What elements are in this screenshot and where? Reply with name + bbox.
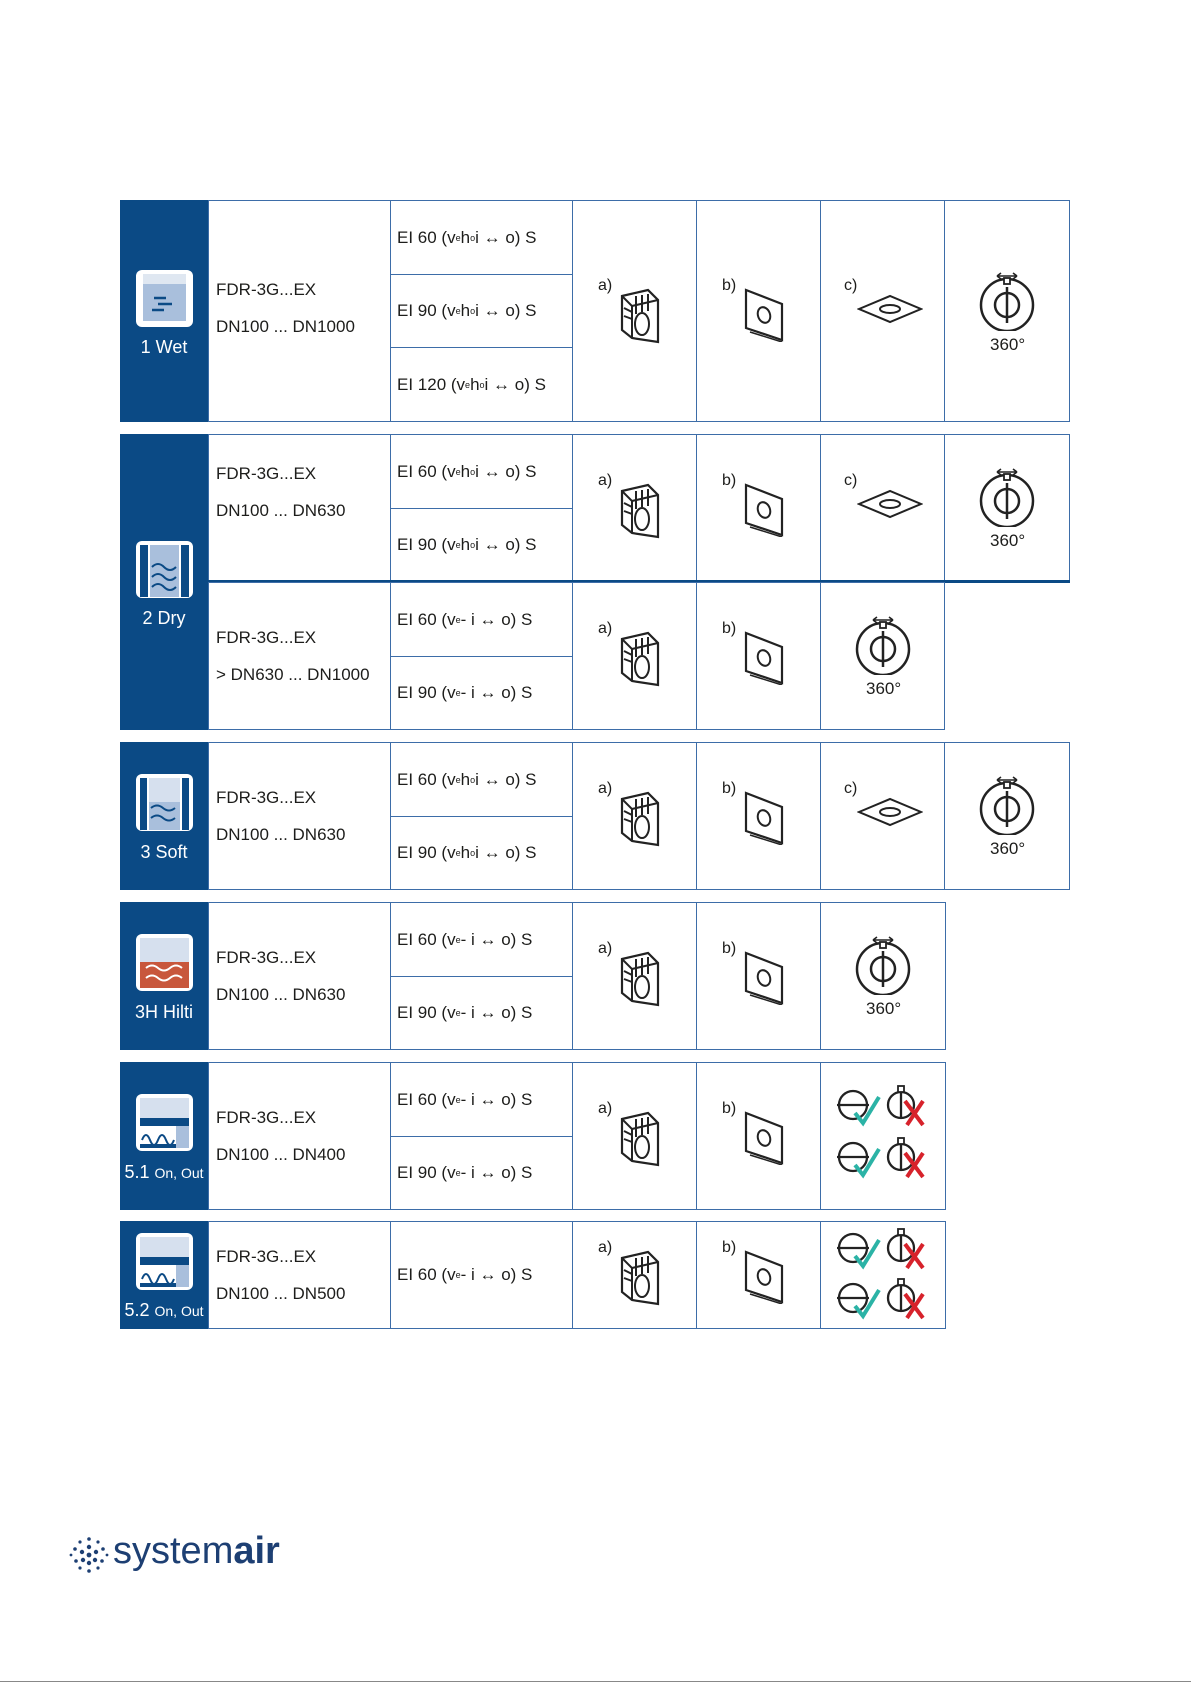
product-name: FDR-3G...EX (216, 1108, 317, 1127)
product-range: DN100 ... DN630 (216, 985, 346, 1004)
category-label (120, 1162, 208, 1183)
installation-figure-b-icon (742, 1109, 786, 1165)
figure-b-cell (696, 1221, 821, 1329)
figure-b-cell (696, 200, 821, 422)
horizontal-allowed-icon (835, 1280, 881, 1320)
figure-a-cell (572, 1062, 697, 1210)
classification-cell: EI 90 (v e - i ↔ o) S (390, 656, 573, 730)
category-label: 1 Wet (140, 337, 188, 357)
figure-b-cell (696, 902, 821, 1050)
rotation-360-icon (977, 775, 1037, 835)
letter-a: a) (598, 1239, 613, 1256)
logo-text-bold: air (233, 1530, 280, 1572)
classification-cell: EI 90 (v e h o i ↔ o) S (390, 816, 573, 890)
product-cell (208, 1221, 391, 1329)
classification-cell: EI 60 (v e - i ↔ o) S (390, 902, 573, 977)
category-label: 3H Hilti (134, 1002, 193, 1022)
product-range: > DN630 ... DN1000 (216, 665, 370, 684)
category-label: 2 Dry (142, 608, 186, 628)
classification-cell: EI 90 (v e h o i ↔ o) S (390, 274, 573, 348)
vertical-not-allowed-icon (883, 1228, 927, 1270)
figure-b-cell (696, 1062, 821, 1210)
category-5-2 (120, 1221, 208, 1329)
vertical-not-allowed-icon (883, 1085, 927, 1127)
installation-figure-c-icon (857, 489, 923, 519)
category-hilti (120, 902, 208, 1050)
letter-b: b) (722, 472, 737, 489)
logo-text-light: system (113, 1530, 234, 1572)
on-out-wall-icon (136, 1094, 193, 1151)
product-name: FDR-3G...EX (216, 948, 317, 967)
product-range: DN100 ... DN630 (216, 501, 346, 520)
product-name: FDR-3G...EX (216, 464, 317, 483)
figure-b-cell (696, 434, 821, 582)
product-range: DN100 ... DN630 (216, 825, 346, 844)
letter-a: a) (598, 940, 613, 957)
rotation-label: 360° (990, 839, 1026, 858)
rotation-360-icon (977, 467, 1037, 527)
orientation-cell (820, 1221, 946, 1329)
category-label-sub: On, Out (154, 1303, 204, 1319)
rotation-cell (820, 582, 945, 730)
classification-cell: EI 120 (v e h o i ↔ o) S (390, 347, 573, 422)
rotation-cell (944, 434, 1070, 582)
installation-figure-a-icon (618, 1109, 662, 1167)
installation-figure-a-icon (618, 481, 662, 539)
rotation-cell (820, 902, 946, 1050)
installation-figure-a-icon (618, 1248, 662, 1306)
figure-a-cell (572, 582, 697, 730)
footer-divider (0, 1681, 1191, 1682)
rotation-360-icon (853, 615, 913, 675)
rotation-cell (944, 742, 1070, 890)
hilti-wall-icon (136, 934, 193, 991)
figure-c-cell (820, 742, 945, 890)
letter-a: a) (598, 1100, 613, 1117)
vertical-not-allowed-icon (883, 1137, 927, 1179)
figure-c-cell (820, 200, 945, 422)
figure-a-cell (572, 1221, 697, 1329)
category-wet (120, 200, 208, 422)
soft-wall-icon (136, 774, 193, 831)
classification-cell: EI 90 (v e - i ↔ o) S (390, 1136, 573, 1210)
horizontal-allowed-icon (835, 1139, 881, 1179)
figure-b-cell (696, 742, 821, 890)
category-5-1 (120, 1062, 208, 1210)
classification-cell: EI 60 (v e h o i ↔ o) S (390, 200, 573, 275)
installation-figure-c-icon (857, 294, 923, 324)
category-label-sub: On, Out (154, 1165, 204, 1181)
installation-group-wet (120, 200, 1070, 422)
installation-figure-b-icon (742, 949, 786, 1005)
rotation-label: 360° (866, 679, 902, 698)
rotation-label: 360° (990, 335, 1026, 354)
orientation-cell (820, 1062, 946, 1210)
dry-wall-icon (136, 541, 193, 598)
installation-figure-a-icon (618, 789, 662, 847)
product-cell (208, 742, 391, 890)
classification-cell: EI 90 (v e - i ↔ o) S (390, 976, 573, 1050)
letter-c: c) (844, 472, 858, 489)
product-cell (208, 902, 391, 1050)
classification-cell: EI 60 (v e - i ↔ o) S (390, 1221, 573, 1329)
product-range: DN100 ... DN1000 (216, 317, 355, 336)
installation-figure-b-icon (742, 789, 786, 845)
product-cell (208, 582, 391, 730)
category-dry (120, 434, 208, 730)
figure-a-cell (572, 742, 697, 890)
wet-wall-icon (136, 270, 193, 327)
product-range: DN100 ... DN400 (216, 1145, 346, 1164)
category-label-main: 5.1 (124, 1162, 150, 1182)
horizontal-allowed-icon (835, 1230, 881, 1270)
product-cell (208, 1062, 391, 1210)
installation-group-5-2 (120, 1221, 946, 1329)
category-label (120, 1300, 208, 1321)
letter-a: a) (598, 620, 613, 637)
category-soft (120, 742, 208, 890)
product-name: FDR-3G...EX (216, 1247, 317, 1266)
rotation-cell (944, 200, 1070, 422)
rotation-label: 360° (866, 999, 902, 1018)
installation-group-soft (120, 742, 1070, 890)
installation-figure-b-icon (742, 1248, 786, 1304)
letter-b: b) (722, 620, 737, 637)
category-label: 3 Soft (140, 842, 188, 862)
installation-figure-a-icon (618, 286, 662, 344)
installation-figure-b-icon (742, 629, 786, 685)
horizontal-allowed-icon (835, 1087, 881, 1127)
installation-figure-a-icon (618, 949, 662, 1007)
classification-cell: EI 60 (v e - i ↔ o) S (390, 582, 573, 657)
on-out-wall-icon (136, 1233, 193, 1290)
letter-a: a) (598, 472, 613, 489)
rotation-label: 360° (990, 531, 1026, 550)
installation-group-dry (120, 434, 1070, 730)
letter-b: b) (722, 277, 737, 294)
letter-c: c) (844, 780, 858, 797)
rotation-360-icon (853, 935, 913, 995)
logo-wordmark (113, 1530, 280, 1573)
installation-figure-b-icon (742, 481, 786, 537)
installation-group-5-1 (120, 1062, 946, 1210)
letter-b: b) (722, 780, 737, 797)
figure-a-cell (572, 902, 697, 1050)
product-name: FDR-3G...EX (216, 280, 317, 299)
letter-b: b) (722, 1100, 737, 1117)
installation-figure-a-icon (618, 629, 662, 687)
letter-b: b) (722, 1239, 737, 1256)
systemair-logo-icon (68, 1530, 110, 1580)
classification-cell: EI 60 (v e - i ↔ o) S (390, 1062, 573, 1137)
classification-cell: EI 60 (v e h o i ↔ o) S (390, 434, 573, 509)
figure-a-cell (572, 200, 697, 422)
installation-group-hilti (120, 902, 946, 1050)
letter-c: c) (844, 277, 858, 294)
category-label-main: 5.2 (124, 1300, 150, 1320)
installation-figure-b-icon (742, 286, 786, 342)
vertical-not-allowed-icon (883, 1278, 927, 1320)
letter-a: a) (598, 277, 613, 294)
classification-cell: EI 90 (v e h o i ↔ o) S (390, 508, 573, 582)
classification-cell: EI 60 (v e h o i ↔ o) S (390, 742, 573, 817)
rotation-360-icon (977, 271, 1037, 331)
figure-b-cell (696, 582, 821, 730)
product-name: FDR-3G...EX (216, 628, 317, 647)
figure-c-cell (820, 434, 945, 582)
product-name: FDR-3G...EX (216, 788, 317, 807)
figure-a-cell (572, 434, 697, 582)
product-cell (208, 434, 391, 582)
product-range: DN100 ... DN500 (216, 1284, 346, 1303)
installation-figure-c-icon (857, 797, 923, 827)
letter-a: a) (598, 780, 613, 797)
product-cell (208, 200, 391, 422)
letter-b: b) (722, 940, 737, 957)
